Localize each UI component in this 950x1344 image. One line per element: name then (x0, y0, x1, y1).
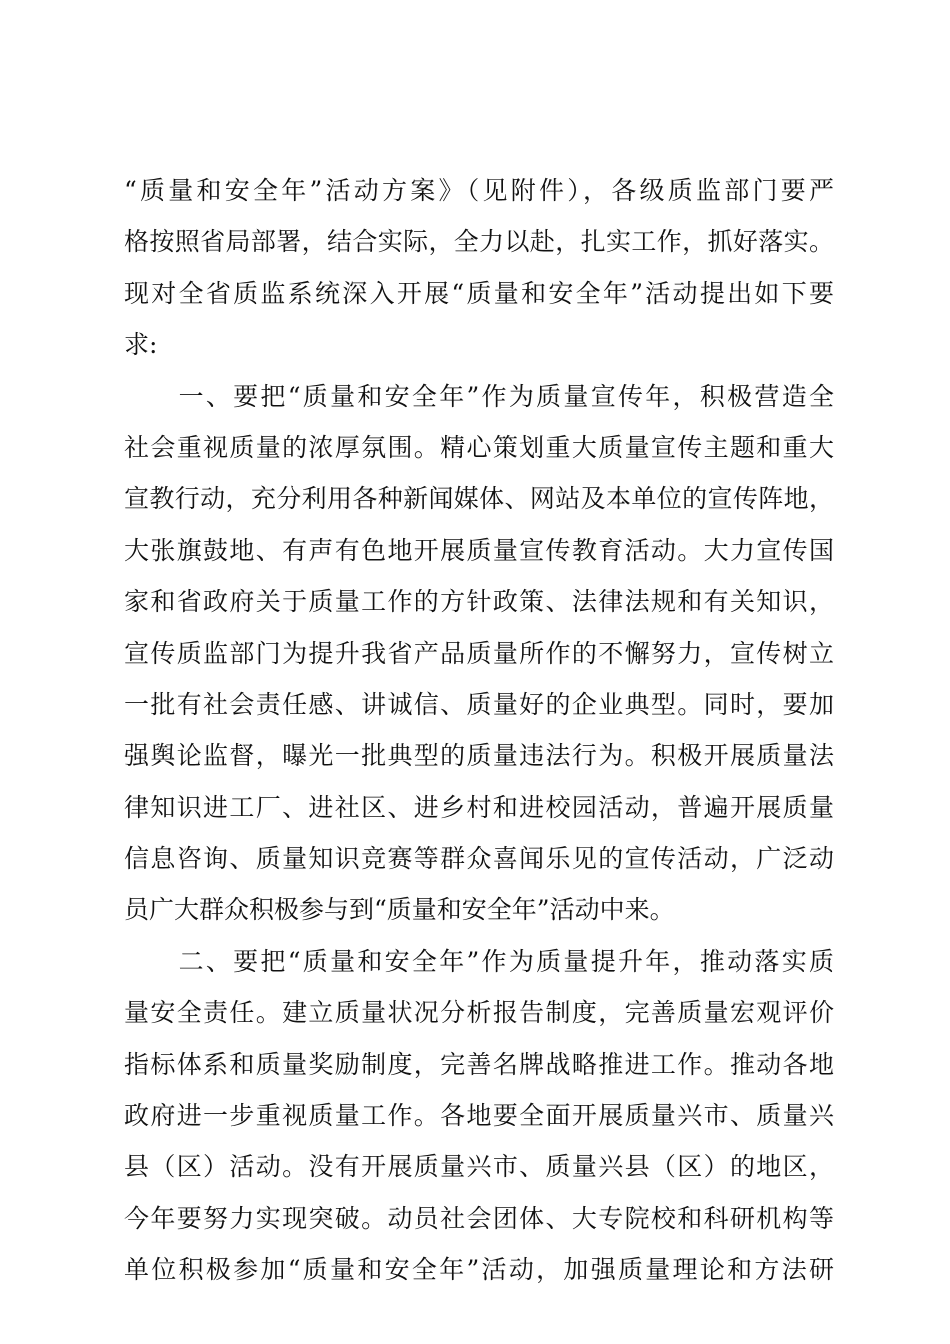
text-line: 政府进一步重视质量工作。各地要全面开展质量兴市、质量兴 (124, 1101, 834, 1131)
text-line: 现对全省质监系统深入开展“质量和安全年”活动提出如下要 (124, 278, 834, 308)
text-line: 单位积极参加“质量和安全年”活动，加强质量理论和方法研 (124, 1255, 834, 1285)
text-line: 员广大群众积极参与到“质量和安全年”活动中来。 (124, 895, 675, 925)
text-line: 二、要把“质量和安全年”作为质量提升年，推动落实质 (124, 946, 834, 976)
text-line: 格按照省局部署，结合实际，全力以赴，扎实工作，抓好落实。 (124, 227, 834, 257)
text-line: 一批有社会责任感、讲诚信、质量好的企业典型。同时，要加 (124, 689, 834, 719)
text-line: 一、要把“质量和安全年”作为质量宣传年，积极营造全 (124, 381, 834, 411)
text-line: 强舆论监督，曝光一批典型的质量违法行为。积极开展质量法 (124, 741, 834, 771)
text-line: 律知识进工厂、进社区、进乡村和进校园活动，普遍开展质量 (124, 792, 834, 822)
text-line: 量安全责任。建立质量状况分析报告制度，完善质量宏观评价 (124, 998, 834, 1028)
text-line: 今年要努力实现突破。动员社会团体、大专院校和科研机构等 (124, 1203, 834, 1233)
text-line: 指标体系和质量奖励制度，完善名牌战略推进工作。推动各地 (124, 1049, 834, 1079)
text-line: 大张旗鼓地、有声有色地开展质量宣传教育活动。大力宣传国 (124, 535, 834, 565)
text-line: 宣教行动，充分利用各种新闻媒体、网站及本单位的宣传阵地， (124, 484, 834, 514)
text-line: 信息咨询、质量知识竞赛等群众喜闻乐见的宣传活动，广泛动 (124, 844, 834, 874)
text-line: 家和省政府关于质量工作的方针政策、法律法规和有关知识， (124, 587, 834, 617)
text-line: 县（区）活动。没有开展质量兴市、质量兴县（区）的地区， (124, 1152, 834, 1182)
text-line: 社会重视质量的浓厚氛围。精心策划重大质量宣传主题和重大 (124, 432, 834, 462)
text-line: 求: (124, 330, 158, 360)
text-line: 宣传质监部门为提升我省产品质量所作的不懈努力，宣传树立 (124, 638, 834, 668)
text-line: “质量和安全年”活动方案》（见附件），各级质监部门要严 (124, 176, 834, 205)
document-body (124, 165, 834, 1296)
